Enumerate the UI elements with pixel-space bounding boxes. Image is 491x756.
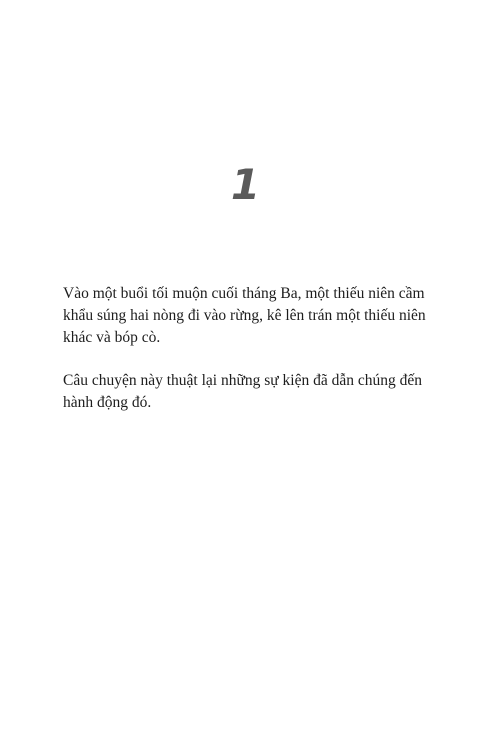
paragraph-summary: [63, 370, 435, 414]
paragraph-text: Câu chuyện này thuật lại những sự kiện đã dẫn chúng đến hành động đó.: [63, 372, 423, 411]
chapter-number: 1: [230, 160, 261, 209]
paragraph-text: Vào một buổi tối muộn cuối tháng Ba, một thiếu niên cầm khẩu súng hai nòng đi vào rừng, kê lên trán một thiếu niên khác và bóp cò.: [63, 285, 426, 346]
paragraph-opening: [63, 283, 435, 349]
